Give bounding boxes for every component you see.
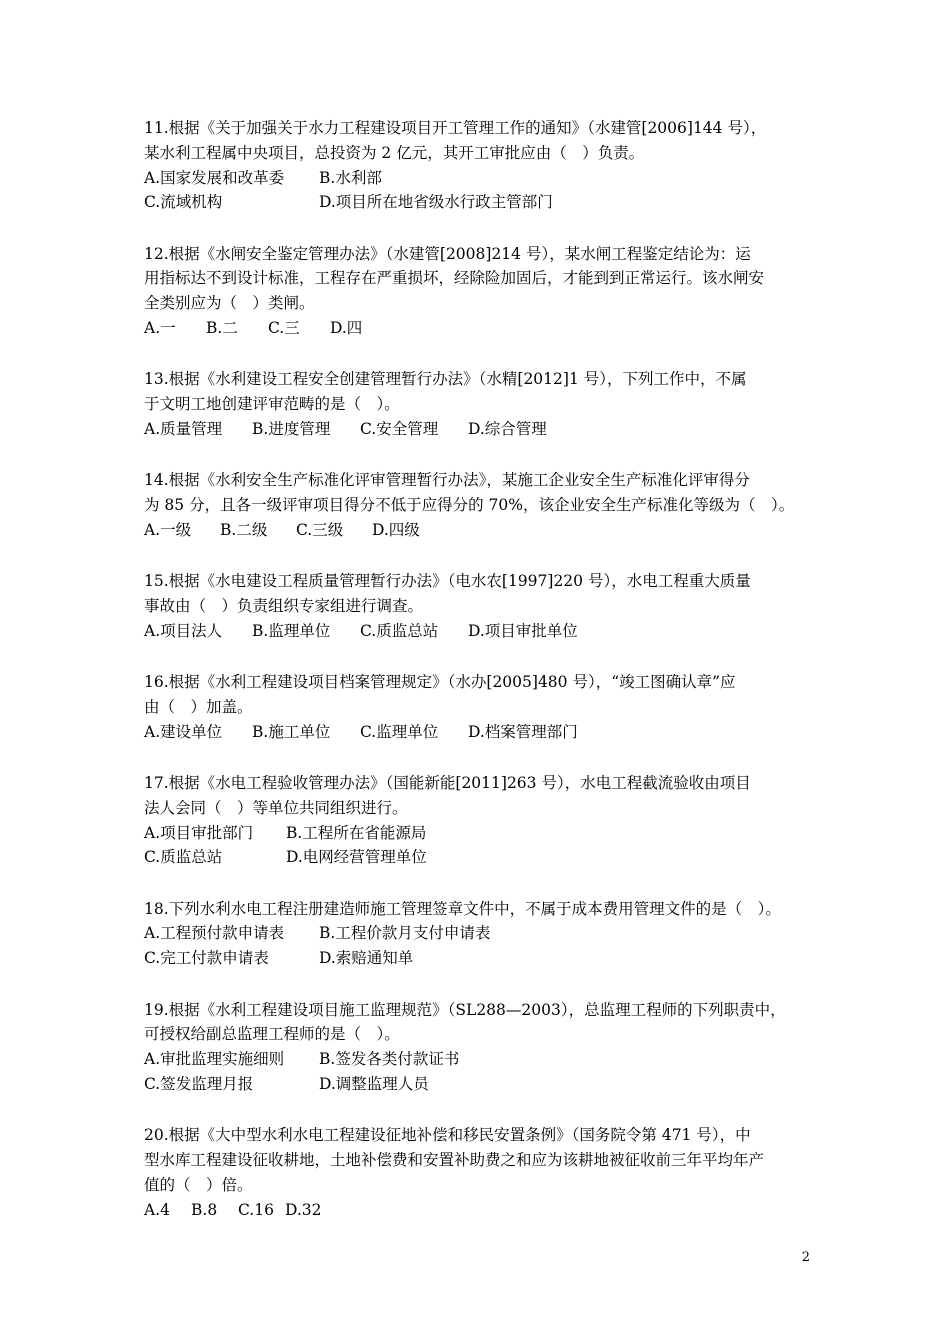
- options-row: [144, 417, 812, 442]
- option: B.监理单位: [252, 621, 331, 640]
- question-stem-line: 由（ ）加盖。: [144, 697, 253, 716]
- question-stem-line: 18.下列水利水电工程注册建造师施工管理签章文件中，不属于成本费用管理文件的是（ ）。: [144, 899, 781, 918]
- options-row: [144, 946, 812, 971]
- option: D.项目审批单位: [468, 621, 578, 640]
- question-stem-line: 11.根据《关于加强关于水力工程建设项目开工管理工作的通知》（水建管[2006]144 号），: [144, 119, 767, 137]
- options-row: [144, 720, 812, 745]
- option: D.综合管理: [468, 419, 547, 438]
- question-stem-line: 用指标达不到设计标准，工程存在严重损坏，经除险加固后，才能到到正常运行。该水闸安: [144, 269, 765, 288]
- question-stem-line: 16.根据《水利工程建设项目档案管理规定》（水办[2005]480 号），“竣工图确认章”应: [144, 673, 736, 692]
- option: D.档案管理部门: [468, 722, 578, 741]
- question-stem-line: 法人会同（ ）等单位共同组织进行。: [144, 798, 408, 817]
- options-row: [144, 190, 812, 215]
- question-stem-line: 为 85 分，且各一级评审项目得分不低于应得分的 70%，该企业安全生产标准化等级为（ ）。: [144, 496, 795, 515]
- options-row: [144, 821, 812, 846]
- option: B.水利部: [319, 168, 382, 187]
- option: C.安全管理: [360, 419, 439, 438]
- question-stem-line: 型水库工程建设征收耕地，土地补偿费和安置补助费之和应为该耕地被征收前三年平均年产: [144, 1151, 765, 1169]
- question-block: [144, 468, 812, 542]
- question-stem-line: 15.根据《水电建设工程质量管理暂行办法》（电水农[1997]220 号），水电工程重大质量: [144, 572, 751, 591]
- question-stem-line: 19.根据《水利工程建设项目施工监理规范》（SL288—2003），总监理工程师的下列职责中，: [144, 1000, 786, 1019]
- question-block: [144, 367, 812, 441]
- question-stem-line: 17.根据《水电工程验收管理办法》（国能新能[2011]263 号），水电工程截流验收由项目: [144, 773, 751, 792]
- question-stem-line: 全类别应为（ ）类闸。: [144, 294, 315, 313]
- question-block: [144, 897, 812, 971]
- option: C.质监总站: [144, 848, 223, 867]
- option: A.一级: [144, 520, 192, 539]
- option: C.完工付款申请表: [144, 949, 269, 968]
- option: D.项目所在地省级水行政主管部门: [319, 193, 553, 212]
- option: B.二级: [220, 520, 268, 539]
- option: B.施工单位: [252, 722, 331, 741]
- option: A.建设单位: [144, 722, 223, 741]
- option: B.签发各类付款证书: [319, 1050, 460, 1069]
- question-block: [144, 1123, 812, 1222]
- page-number: 2: [801, 1250, 810, 1265]
- document-page: [144, 116, 812, 1249]
- option: C.质监总站: [360, 621, 439, 640]
- option: D.32: [285, 1200, 322, 1219]
- question-stem-line: 某水利工程属中央项目，总投资为 2 亿元，其开工审批应由（ ）负责。: [144, 143, 645, 162]
- question-stem-line: 20.根据《大中型水利水电工程建设征地补偿和移民安置条例》（国务院令第 471 号），中: [144, 1126, 751, 1145]
- question-block: [144, 670, 812, 744]
- question-stem-line: 13.根据《水利建设工程安全创建管理暂行办法》（水精[2012]1 号），下列工作中，不属: [144, 370, 747, 389]
- option: B.工程价款月支付申请表: [319, 924, 491, 943]
- options-row: [144, 166, 812, 191]
- options-row: [144, 1047, 812, 1072]
- question-stem-line: 12.根据《水闸安全鉴定管理办法》（水建管[2008]214 号），某水闸工程鉴定结论为：运: [144, 244, 751, 263]
- option: C.签发监理月报: [144, 1074, 254, 1093]
- question-stem-line: 事故由（ ）负责组织专家组进行调查。: [144, 596, 424, 615]
- option: A.一: [144, 319, 176, 338]
- option: A.质量管理: [144, 419, 223, 438]
- options-row: [144, 1072, 812, 1097]
- option: C.监理单位: [360, 722, 439, 741]
- option: D.四: [330, 319, 363, 338]
- question-block: [144, 569, 812, 643]
- option: D.索赔通知单: [319, 949, 414, 968]
- option: B.工程所在省能源局: [286, 823, 427, 842]
- option: A.4: [144, 1200, 170, 1219]
- option: B.进度管理: [252, 419, 331, 438]
- options-row: [144, 316, 812, 341]
- question-block: [144, 998, 812, 1097]
- option: D.电网经营管理单位: [286, 848, 427, 867]
- question-block: [144, 771, 812, 870]
- option: C.16: [238, 1200, 274, 1219]
- question-stem-line: 可授权给副总监理工程师的是（ ）。: [144, 1025, 400, 1044]
- option: A.国家发展和改革委: [144, 168, 285, 187]
- option: C.三: [268, 319, 300, 338]
- option: A.项目审批部门: [144, 823, 254, 842]
- option: B.8: [191, 1200, 218, 1219]
- option: D.调整监理人员: [319, 1074, 429, 1093]
- option: D.四级: [372, 520, 420, 539]
- options-row: [144, 845, 812, 870]
- options-row: [144, 518, 812, 543]
- question-stem-line: 14.根据《水利安全生产标准化评审管理暂行办法》，某施工企业安全生产标准化评审得分: [144, 471, 750, 490]
- question-stem-line: 值的（ ）倍。: [144, 1175, 253, 1194]
- options-row: [144, 1198, 812, 1223]
- question-block: [144, 242, 812, 341]
- options-row: [144, 921, 812, 946]
- question-stem-line: 于文明工地创建评审范畴的是（ ）。: [144, 395, 400, 414]
- option: B.二: [206, 319, 238, 338]
- option: A.审批监理实施细则: [144, 1050, 285, 1069]
- option: C.流域机构: [144, 193, 223, 212]
- option: C.三级: [296, 520, 344, 539]
- options-row: [144, 619, 812, 644]
- option: A.工程预付款申请表: [144, 924, 285, 943]
- question-block: [144, 116, 812, 215]
- option: A.项目法人: [144, 621, 223, 640]
